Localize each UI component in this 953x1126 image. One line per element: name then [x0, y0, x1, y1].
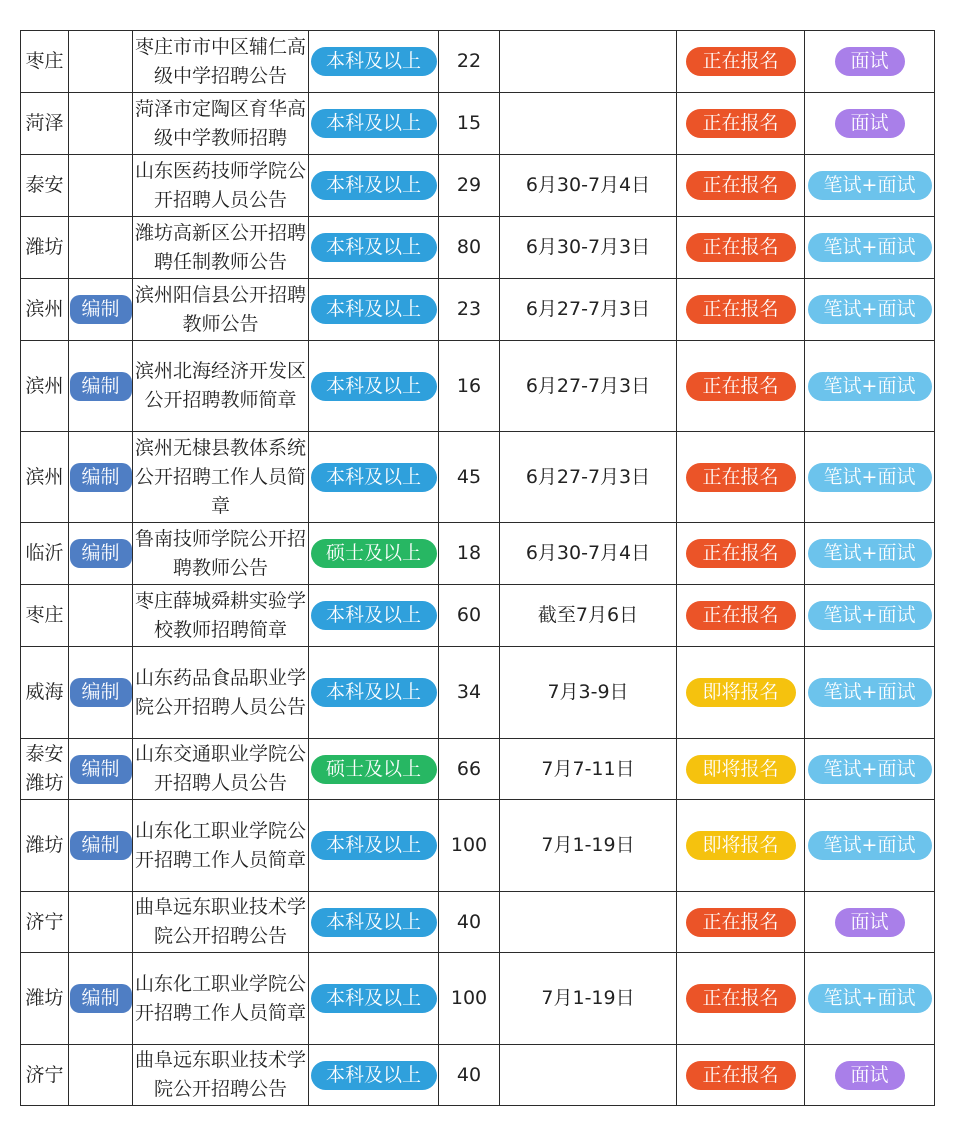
status-cell [677, 523, 805, 585]
status-cell [677, 93, 805, 155]
staffing-badge: 编制 [70, 755, 132, 784]
status-cell [677, 892, 805, 953]
title-cell: 山东医药技师学院公开招聘人员公告 [133, 155, 309, 217]
count-cell: 29 [439, 155, 500, 217]
method-badge: 笔试+面试 [808, 171, 932, 200]
count-cell: 60 [439, 585, 500, 647]
city-cell: 威海 [21, 647, 69, 739]
education-badge: 本科及以上 [311, 372, 437, 401]
tag-cell [69, 432, 133, 523]
tag-cell [69, 279, 133, 341]
count-cell: 100 [439, 953, 500, 1045]
staffing-badge: 编制 [70, 372, 132, 401]
status-cell [677, 341, 805, 432]
status-badge: 正在报名 [686, 1061, 796, 1090]
education-badge: 本科及以上 [311, 463, 437, 492]
tag-cell [69, 31, 133, 93]
staffing-badge: 编制 [70, 984, 132, 1013]
count-cell: 100 [439, 800, 500, 892]
table-row [21, 953, 935, 1045]
status-badge: 正在报名 [686, 109, 796, 138]
status-badge: 正在报名 [686, 171, 796, 200]
education-badge: 本科及以上 [311, 295, 437, 324]
method-badge: 笔试+面试 [808, 601, 932, 630]
table-row [21, 279, 935, 341]
city-cell: 临沂 [21, 523, 69, 585]
title-cell: 鲁南技师学院公开招聘教师公告 [133, 523, 309, 585]
table-row [21, 647, 935, 739]
tag-cell [69, 647, 133, 739]
status-cell [677, 800, 805, 892]
staffing-badge: 编制 [70, 539, 132, 568]
method-cell [805, 800, 935, 892]
title-cell: 山东交通职业学院公开招聘人员公告 [133, 739, 309, 800]
status-badge: 即将报名 [686, 678, 796, 707]
city-cell: 泰安 [21, 155, 69, 217]
title-cell: 枣庄市市中区辅仁高级中学招聘公告 [133, 31, 309, 93]
method-badge: 面试 [835, 47, 905, 76]
table-row [21, 585, 935, 647]
city-cell: 潍坊 [21, 953, 69, 1045]
method-cell [805, 1045, 935, 1106]
status-cell [677, 217, 805, 279]
date-cell: 6月30-7月3日 [500, 217, 677, 279]
city-cell: 滨州 [21, 432, 69, 523]
method-cell [805, 93, 935, 155]
tag-cell [69, 155, 133, 217]
date-cell [500, 892, 677, 953]
edu-cell [309, 1045, 439, 1106]
status-badge: 正在报名 [686, 47, 796, 76]
title-cell: 山东药品食品职业学院公开招聘人员公告 [133, 647, 309, 739]
tag-cell [69, 585, 133, 647]
count-cell: 15 [439, 93, 500, 155]
tag-cell [69, 93, 133, 155]
tag-cell [69, 953, 133, 1045]
date-cell: 截至7月6日 [500, 585, 677, 647]
method-cell [805, 341, 935, 432]
title-cell: 滨州无棣县教体系统公开招聘工作人员简章 [133, 432, 309, 523]
education-badge: 本科及以上 [311, 908, 437, 937]
date-cell: 7月1-19日 [500, 800, 677, 892]
edu-cell [309, 739, 439, 800]
method-badge: 笔试+面试 [808, 463, 932, 492]
date-cell: 6月30-7月4日 [500, 155, 677, 217]
edu-cell [309, 93, 439, 155]
title-cell: 滨州阳信县公开招聘教师公告 [133, 279, 309, 341]
edu-cell [309, 800, 439, 892]
city-cell: 济宁 [21, 1045, 69, 1106]
method-cell [805, 892, 935, 953]
education-badge: 本科及以上 [311, 1061, 437, 1090]
status-cell [677, 953, 805, 1045]
table-row [21, 341, 935, 432]
date-cell [500, 93, 677, 155]
staffing-badge: 编制 [70, 295, 132, 324]
method-cell [805, 647, 935, 739]
title-cell: 枣庄薛城舜耕实验学校教师招聘简章 [133, 585, 309, 647]
status-cell [677, 155, 805, 217]
method-cell [805, 279, 935, 341]
status-cell [677, 739, 805, 800]
table-body [21, 31, 935, 1106]
edu-cell [309, 217, 439, 279]
edu-cell [309, 432, 439, 523]
count-cell: 23 [439, 279, 500, 341]
count-cell: 34 [439, 647, 500, 739]
count-cell: 40 [439, 892, 500, 953]
method-badge: 笔试+面试 [808, 233, 932, 262]
edu-cell [309, 523, 439, 585]
edu-cell [309, 279, 439, 341]
title-cell: 滨州北海经济开发区公开招聘教师简章 [133, 341, 309, 432]
status-cell [677, 432, 805, 523]
method-badge: 笔试+面试 [808, 831, 932, 860]
staffing-badge: 编制 [70, 463, 132, 492]
method-badge: 笔试+面试 [808, 539, 932, 568]
status-badge: 正在报名 [686, 463, 796, 492]
edu-cell [309, 585, 439, 647]
status-cell [677, 31, 805, 93]
date-cell [500, 31, 677, 93]
tag-cell [69, 1045, 133, 1106]
title-cell: 山东化工职业学院公开招聘工作人员简章 [133, 800, 309, 892]
table-row [21, 892, 935, 953]
edu-cell [309, 892, 439, 953]
count-cell: 22 [439, 31, 500, 93]
method-badge: 笔试+面试 [808, 984, 932, 1013]
edu-cell [309, 31, 439, 93]
tag-cell [69, 341, 133, 432]
status-badge: 正在报名 [686, 539, 796, 568]
status-badge: 即将报名 [686, 755, 796, 784]
city-cell: 滨州 [21, 279, 69, 341]
education-badge: 本科及以上 [311, 233, 437, 262]
status-badge: 正在报名 [686, 984, 796, 1013]
title-cell: 山东化工职业学院公开招聘工作人员简章 [133, 953, 309, 1045]
edu-cell [309, 341, 439, 432]
staffing-badge: 编制 [70, 831, 132, 860]
recruitment-table [20, 30, 935, 1106]
count-cell: 16 [439, 341, 500, 432]
tag-cell [69, 217, 133, 279]
city-line: 潍坊 [25, 772, 64, 794]
method-cell [805, 739, 935, 800]
title-cell: 潍坊高新区公开招聘聘任制教师公告 [133, 217, 309, 279]
count-cell: 45 [439, 432, 500, 523]
city-cell: 菏泽 [21, 93, 69, 155]
tag-cell [69, 892, 133, 953]
edu-cell [309, 647, 439, 739]
education-badge: 本科及以上 [311, 171, 437, 200]
edu-cell [309, 953, 439, 1045]
education-badge: 本科及以上 [311, 601, 437, 630]
date-cell: 6月27-7月3日 [500, 432, 677, 523]
method-badge: 笔试+面试 [808, 678, 932, 707]
count-cell: 80 [439, 217, 500, 279]
count-cell: 18 [439, 523, 500, 585]
method-cell [805, 585, 935, 647]
city-cell: 济宁 [21, 892, 69, 953]
date-cell: 6月27-7月3日 [500, 279, 677, 341]
education-badge: 本科及以上 [311, 984, 437, 1013]
education-badge: 本科及以上 [311, 678, 437, 707]
status-cell [677, 585, 805, 647]
title-cell: 曲阜远东职业技术学院公开招聘公告 [133, 1045, 309, 1106]
table-row [21, 155, 935, 217]
tag-cell [69, 739, 133, 800]
method-cell [805, 432, 935, 523]
count-cell: 40 [439, 1045, 500, 1106]
education-badge: 本科及以上 [311, 47, 437, 76]
table-row [21, 217, 935, 279]
education-badge: 硕士及以上 [311, 539, 437, 568]
table-row [21, 1045, 935, 1106]
table-row [21, 523, 935, 585]
method-badge: 面试 [835, 908, 905, 937]
staffing-badge: 编制 [70, 678, 132, 707]
city-cell: 滨州 [21, 341, 69, 432]
title-cell: 曲阜远东职业技术学院公开招聘公告 [133, 892, 309, 953]
edu-cell [309, 155, 439, 217]
status-cell [677, 279, 805, 341]
status-cell [677, 647, 805, 739]
date-cell: 7月1-19日 [500, 953, 677, 1045]
method-badge: 面试 [835, 1061, 905, 1090]
date-cell: 6月30-7月4日 [500, 523, 677, 585]
status-badge: 正在报名 [686, 233, 796, 262]
method-cell [805, 953, 935, 1045]
method-cell [805, 155, 935, 217]
city-cell [21, 739, 69, 800]
status-badge: 正在报名 [686, 908, 796, 937]
education-badge: 本科及以上 [311, 109, 437, 138]
status-badge: 正在报名 [686, 372, 796, 401]
city-cell: 枣庄 [21, 31, 69, 93]
table-row [21, 93, 935, 155]
tag-cell [69, 800, 133, 892]
city-cell: 潍坊 [21, 217, 69, 279]
method-badge: 面试 [835, 109, 905, 138]
table-row [21, 31, 935, 93]
count-cell: 66 [439, 739, 500, 800]
method-badge: 笔试+面试 [808, 755, 932, 784]
method-cell [805, 523, 935, 585]
method-cell [805, 217, 935, 279]
education-badge: 本科及以上 [311, 831, 437, 860]
table-row [21, 800, 935, 892]
table-row [21, 739, 935, 800]
city-cell: 潍坊 [21, 800, 69, 892]
status-badge: 正在报名 [686, 295, 796, 324]
education-badge: 硕士及以上 [311, 755, 437, 784]
date-cell [500, 1045, 677, 1106]
date-cell: 7月7-11日 [500, 739, 677, 800]
date-cell: 6月27-7月3日 [500, 341, 677, 432]
date-cell: 7月3-9日 [500, 647, 677, 739]
city-line: 泰安 [25, 743, 64, 765]
title-cell: 菏泽市定陶区育华高级中学教师招聘 [133, 93, 309, 155]
method-badge: 笔试+面试 [808, 295, 932, 324]
method-badge: 笔试+面试 [808, 372, 932, 401]
status-badge: 正在报名 [686, 601, 796, 630]
method-cell [805, 31, 935, 93]
table-row [21, 432, 935, 523]
status-cell [677, 1045, 805, 1106]
tag-cell [69, 523, 133, 585]
status-badge: 即将报名 [686, 831, 796, 860]
city-cell: 枣庄 [21, 585, 69, 647]
